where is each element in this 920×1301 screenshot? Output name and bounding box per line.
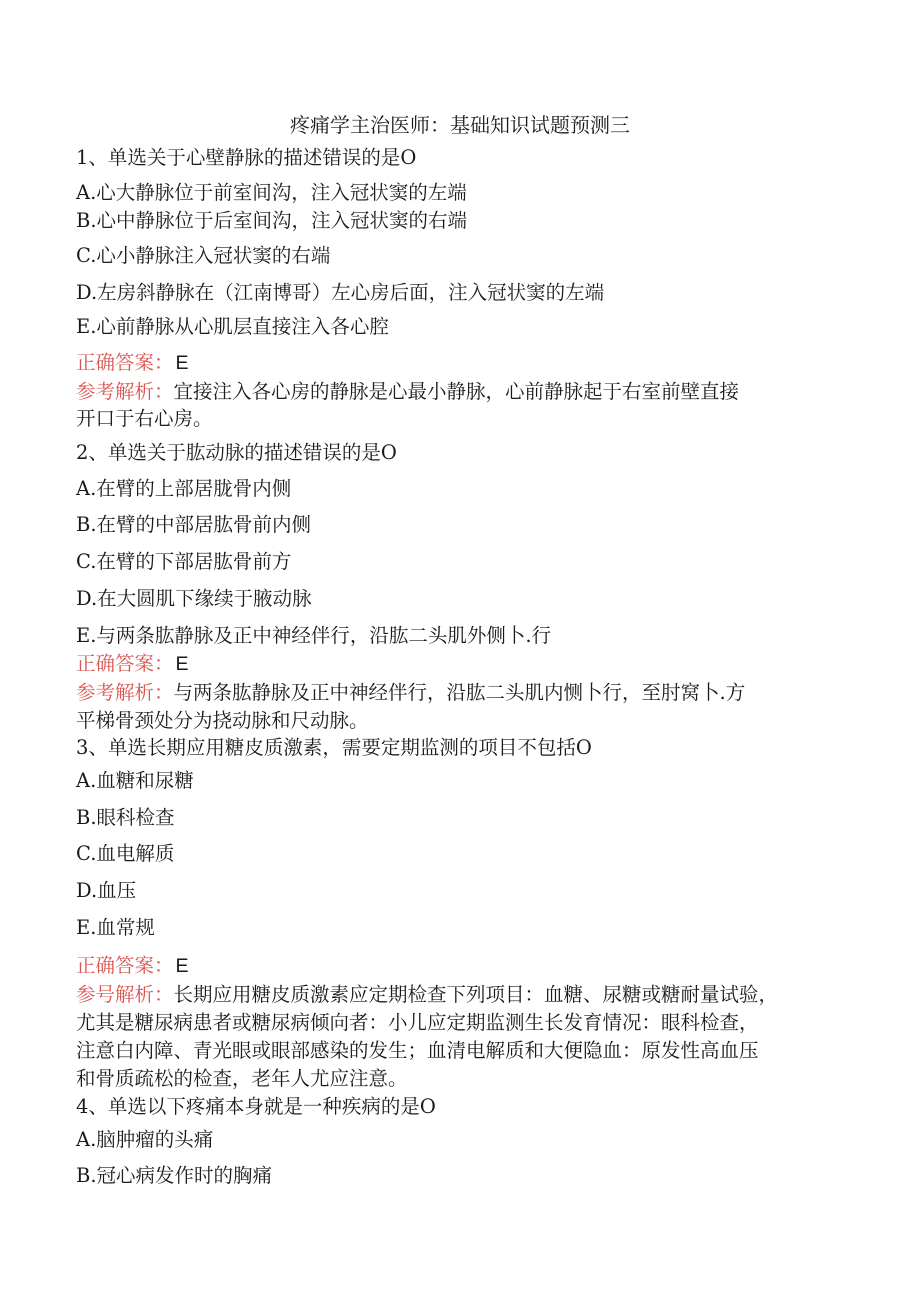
question-stem: 3、单选长期应用糖皮质激素，需要定期监测的项目不包括O bbox=[76, 736, 592, 759]
analysis-text: 开口于右心房。 bbox=[76, 407, 213, 430]
answer-line bbox=[76, 650, 189, 678]
option-e: E.心前静脉从心肌层直接注入各心腔 bbox=[76, 315, 389, 338]
option-b: B.心中静脉位于后室间沟，注入冠状窦的右端 bbox=[76, 209, 468, 232]
analysis-label: 参考解析： bbox=[76, 380, 174, 403]
option-a: A.脑肿瘤的头痛 bbox=[76, 1128, 214, 1151]
analysis-text: 平梯骨颈处分为挠动脉和尺动脉。 bbox=[76, 709, 369, 732]
answer-label: 正确答案： bbox=[76, 954, 174, 977]
analysis-line bbox=[76, 981, 778, 1009]
option-b: B.冠心病发作时的胸痛 bbox=[76, 1164, 273, 1187]
analysis-text: 和骨质疏松的检查，老年人尤应注意。 bbox=[76, 1067, 408, 1090]
option-a: A.血糖和尿糖 bbox=[76, 769, 194, 792]
answer-value: E bbox=[175, 352, 189, 374]
analysis-label: 参考解析： bbox=[76, 681, 174, 704]
analysis-label: 参号解析： bbox=[76, 983, 174, 1006]
answer-value: E bbox=[175, 955, 189, 977]
option-c: C.在臂的下部居肱骨前方 bbox=[76, 550, 292, 573]
answer-line bbox=[76, 952, 189, 980]
analysis-text: 宜接注入各心房的静脉是心最小静脉，心前静脉起于右室前壁直接 bbox=[173, 380, 740, 403]
answer-line bbox=[76, 349, 189, 377]
option-e: E.与两条肱静脉及正中神经伴行，沿肱二头肌外侧卜.行 bbox=[76, 624, 552, 647]
document-title: 疼痛学主治医师：基础知识试题预测三 bbox=[290, 113, 630, 137]
analysis-line bbox=[76, 679, 745, 707]
option-d: D.左房斜静脉在（江南博哥）左心房后面，注入冠状窦的左端 bbox=[76, 281, 605, 304]
option-b: B.在臂的中部居肱骨前内侧 bbox=[76, 513, 312, 536]
analysis-text: 与两条肱静脉及正中神经伴行，沿肱二头肌内恻卜行，至肘窝卜.方 bbox=[173, 681, 746, 704]
analysis-line bbox=[76, 378, 739, 406]
option-b: B.眼科检查 bbox=[76, 806, 175, 829]
answer-label: 正确答案： bbox=[76, 652, 174, 675]
option-e: E.血常规 bbox=[76, 916, 155, 939]
option-a: A.在臂的上部居胧骨内侧 bbox=[76, 477, 292, 500]
analysis-text: 注意白内障、青光眼或眼部感染的发生；血清电解质和大便隐血：原发性高血压 bbox=[76, 1039, 759, 1062]
analysis-text: 长期应用糖皮质激素应定期检查下列项目：血糖、尿糖或糖耐量试验， bbox=[173, 983, 779, 1006]
option-c: C.血电解质 bbox=[76, 842, 175, 865]
option-c: C.心小静脉注入冠状窦的右端 bbox=[76, 244, 331, 267]
analysis-text: 尤其是糖尿病患者或糖尿病倾向者：小儿应定期监测生长发育情况：眼科检查， bbox=[76, 1011, 759, 1034]
answer-value: E bbox=[175, 653, 189, 675]
question-stem: 2、单选关于肱动脉的描述错误的是O bbox=[76, 441, 397, 464]
option-a: A.心大静脉位于前室间沟，注入冠状窦的左端 bbox=[76, 181, 467, 204]
option-d: D.血压 bbox=[76, 879, 137, 902]
question-stem: 4、单选以下疼痛本身就是一种疾病的是O bbox=[76, 1095, 436, 1118]
option-d: D.在大圆肌下缘续于腋动脉 bbox=[76, 587, 312, 610]
question-stem: 1、单选关于心壁静脉的描述错误的是O bbox=[76, 146, 417, 169]
answer-label: 正确答案： bbox=[76, 351, 174, 374]
